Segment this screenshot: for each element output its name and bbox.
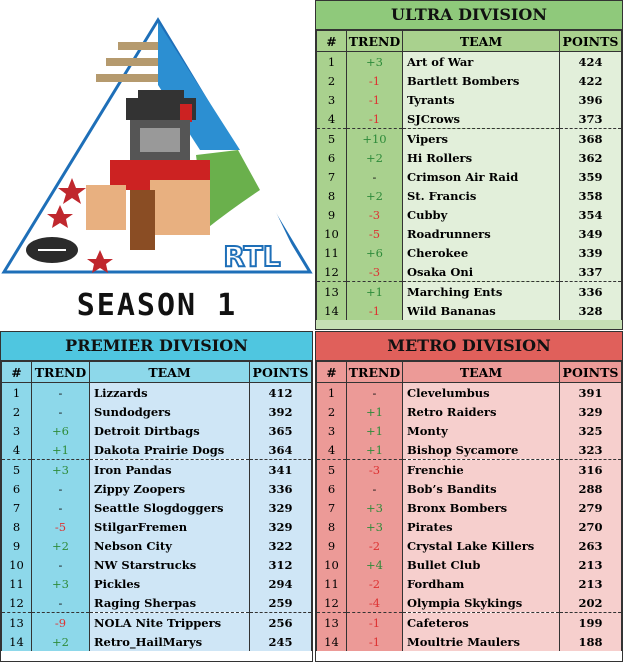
table-row [317, 282, 622, 302]
points-cell: 358 [560, 186, 622, 205]
rank-cell: 5 [317, 129, 347, 149]
table-row [2, 536, 312, 555]
table-row [317, 90, 622, 109]
rank-cell: 13 [317, 282, 347, 302]
trend-cell: +3 [347, 52, 403, 72]
rank-cell: 5 [2, 460, 32, 480]
table-row [317, 383, 622, 403]
team-cell: Frenchie [403, 460, 560, 480]
team-cell: St. Francis [403, 186, 560, 205]
table-row [317, 479, 622, 498]
table-row [317, 148, 622, 167]
points-cell: 368 [560, 129, 622, 149]
table-row [317, 52, 622, 72]
trend-cell: -1 [347, 613, 403, 633]
trend-cell: -5 [347, 224, 403, 243]
division-title: PREMIER DIVISION [1, 332, 312, 361]
trend-cell: +2 [347, 148, 403, 167]
points-cell: 270 [560, 517, 622, 536]
team-cell: Nebson City [90, 536, 250, 555]
points-cell: 424 [560, 52, 622, 72]
trend-cell: - [32, 593, 90, 613]
rank-cell: 11 [317, 243, 347, 262]
points-cell: 364 [250, 440, 312, 460]
table-row [2, 402, 312, 421]
table-row [2, 383, 312, 403]
trend-cell: +3 [347, 517, 403, 536]
points-cell: 316 [560, 460, 622, 480]
team-cell: Moultrie Maulers [403, 632, 560, 651]
table-row [317, 109, 622, 129]
trend-cell: -1 [347, 301, 403, 320]
team-cell: Roadrunners [403, 224, 560, 243]
rtl-triangle-logo [0, 0, 314, 290]
trend-cell: -9 [32, 613, 90, 633]
table-row [2, 517, 312, 536]
trend-header: TREND [32, 362, 90, 383]
team-cell: Art of War [403, 52, 560, 72]
trend-cell: -1 [347, 90, 403, 109]
table-row [317, 613, 622, 633]
rank-cell: 3 [2, 421, 32, 440]
rank-cell: 10 [2, 555, 32, 574]
points-cell: 202 [560, 593, 622, 613]
points-cell: 362 [560, 148, 622, 167]
table-row [317, 536, 622, 555]
league-logo [0, 0, 314, 330]
table-row [317, 129, 622, 149]
rank-cell: 14 [317, 632, 347, 651]
team-cell: Seattle Slogdoggers [90, 498, 250, 517]
team-cell: Cherokee [403, 243, 560, 262]
table-row [317, 460, 622, 480]
rank-cell: 7 [2, 498, 32, 517]
table-row [317, 301, 622, 320]
division-title: METRO DIVISION [316, 332, 622, 361]
standings-table [316, 361, 622, 651]
table-row [317, 517, 622, 536]
rank-cell: 11 [2, 574, 32, 593]
team-cell: Osaka Oni [403, 262, 560, 282]
trend-cell: -2 [347, 536, 403, 555]
table-row [317, 593, 622, 613]
trend-cell: - [32, 479, 90, 498]
table-row [2, 632, 312, 651]
trend-cell: - [347, 383, 403, 403]
points-cell: 341 [250, 460, 312, 480]
points-cell: 325 [560, 421, 622, 440]
rank-cell: 7 [317, 498, 347, 517]
points-cell: 328 [560, 301, 622, 320]
rank-cell: 1 [317, 383, 347, 403]
points-header: POINTS [250, 362, 312, 383]
points-cell: 322 [250, 536, 312, 555]
trend-cell: +10 [347, 129, 403, 149]
points-cell: 323 [560, 440, 622, 460]
trend-cell: +3 [32, 460, 90, 480]
points-cell: 412 [250, 383, 312, 403]
points-cell: 329 [560, 402, 622, 421]
points-cell: 365 [250, 421, 312, 440]
table-row [317, 632, 622, 651]
points-cell: 294 [250, 574, 312, 593]
team-cell: Monty [403, 421, 560, 440]
rank-cell: 1 [317, 52, 347, 72]
team-cell: Tyrants [403, 90, 560, 109]
points-cell: 256 [250, 613, 312, 633]
rank-cell: 12 [317, 262, 347, 282]
metro-division-panel [315, 331, 623, 662]
table-row [2, 593, 312, 613]
points-header: POINTS [560, 31, 622, 52]
table-row [317, 440, 622, 460]
rank-cell: 10 [317, 224, 347, 243]
team-cell: Bronx Bombers [403, 498, 560, 517]
team-cell: Bishop Sycamore [403, 440, 560, 460]
trend-cell: -3 [347, 460, 403, 480]
team-cell: Detroit Dirtbags [90, 421, 250, 440]
table-row [2, 613, 312, 633]
rank-cell: 6 [317, 479, 347, 498]
season-label: SEASON 1 [76, 288, 238, 323]
points-cell: 279 [560, 498, 622, 517]
rank-cell: 9 [2, 536, 32, 555]
team-cell: Lizzards [90, 383, 250, 403]
trend-cell: +2 [347, 186, 403, 205]
points-cell: 337 [560, 262, 622, 282]
trend-cell: +1 [347, 421, 403, 440]
rank-cell: 11 [317, 574, 347, 593]
division-title: ULTRA DIVISION [316, 1, 622, 30]
trend-cell: -1 [347, 71, 403, 90]
points-cell: 359 [560, 167, 622, 186]
rank-cell: 2 [317, 402, 347, 421]
rank-cell: 2 [2, 402, 32, 421]
points-cell: 336 [250, 479, 312, 498]
trend-cell: -1 [347, 632, 403, 651]
premier-division-panel [0, 331, 313, 662]
trend-cell: +3 [347, 498, 403, 517]
table-row [317, 186, 622, 205]
trend-header: TREND [347, 31, 403, 52]
points-cell: 263 [560, 536, 622, 555]
table-row [317, 574, 622, 593]
points-cell: 312 [250, 555, 312, 574]
points-cell: 354 [560, 205, 622, 224]
table-row [317, 167, 622, 186]
points-cell: 349 [560, 224, 622, 243]
team-cell: Hi Rollers [403, 148, 560, 167]
team-cell: Bullet Club [403, 555, 560, 574]
rank-cell: 9 [317, 205, 347, 224]
rank-cell: 4 [2, 440, 32, 460]
rank-cell: 3 [317, 421, 347, 440]
team-header: TEAM [403, 31, 560, 52]
team-cell: Pirates [403, 517, 560, 536]
team-cell: Vipers [403, 129, 560, 149]
table-row [2, 555, 312, 574]
rank-cell: 12 [2, 593, 32, 613]
rank-cell: 12 [317, 593, 347, 613]
points-cell: 288 [560, 479, 622, 498]
ultra-division-panel [315, 0, 623, 330]
team-cell: Zippy Zoopers [90, 479, 250, 498]
rank-cell: 3 [317, 90, 347, 109]
rank-header: # [317, 31, 347, 52]
team-cell: SJCrows [403, 109, 560, 129]
points-cell: 245 [250, 632, 312, 651]
points-cell: 373 [560, 109, 622, 129]
trend-cell: +3 [32, 574, 90, 593]
team-cell: Pickles [90, 574, 250, 593]
standings-table [1, 361, 312, 651]
trend-header: TREND [347, 362, 403, 383]
rank-cell: 9 [317, 536, 347, 555]
rank-cell: 4 [317, 109, 347, 129]
rank-cell: 5 [317, 460, 347, 480]
team-header: TEAM [403, 362, 560, 383]
trend-cell: +1 [347, 282, 403, 302]
rank-cell: 8 [317, 186, 347, 205]
points-cell: 199 [560, 613, 622, 633]
trend-cell: - [32, 555, 90, 574]
standings-table [316, 30, 622, 320]
points-header: POINTS [560, 362, 622, 383]
team-cell: Raging Sherpas [90, 593, 250, 613]
rank-cell: 13 [2, 613, 32, 633]
points-cell: 391 [560, 383, 622, 403]
trend-cell: +1 [32, 440, 90, 460]
points-cell: 188 [560, 632, 622, 651]
points-cell: 392 [250, 402, 312, 421]
rank-cell: 10 [317, 555, 347, 574]
trend-cell: -1 [347, 109, 403, 129]
table-row [317, 555, 622, 574]
points-cell: 339 [560, 243, 622, 262]
trend-cell: -4 [347, 593, 403, 613]
trend-cell: -2 [347, 574, 403, 593]
trend-cell: +4 [347, 555, 403, 574]
team-cell: Bob’s Bandits [403, 479, 560, 498]
team-header: TEAM [90, 362, 250, 383]
team-cell: Fordham [403, 574, 560, 593]
table-row [317, 262, 622, 282]
team-cell: NW Starstrucks [90, 555, 250, 574]
table-row [2, 440, 312, 460]
team-cell: Retro Raiders [403, 402, 560, 421]
team-cell: Olympia Skykings [403, 593, 560, 613]
points-cell: 213 [560, 574, 622, 593]
team-cell: StilgarFremen [90, 517, 250, 536]
trend-cell: +2 [32, 632, 90, 651]
team-cell: Iron Pandas [90, 460, 250, 480]
trend-cell: - [32, 383, 90, 403]
team-cell: Retro_HailMarys [90, 632, 250, 651]
table-row [2, 574, 312, 593]
table-row [317, 421, 622, 440]
trend-cell: +2 [32, 536, 90, 555]
trend-cell: -3 [347, 205, 403, 224]
trend-cell: - [347, 167, 403, 186]
team-cell: Clevelumbus [403, 383, 560, 403]
trend-cell: +6 [347, 243, 403, 262]
team-cell: Crystal Lake Killers [403, 536, 560, 555]
rank-header: # [317, 362, 347, 383]
table-row [2, 460, 312, 480]
table-row [317, 402, 622, 421]
trend-cell: +1 [347, 402, 403, 421]
rank-cell: 6 [317, 148, 347, 167]
trend-cell: +1 [347, 440, 403, 460]
team-cell: Dakota Prairie Dogs [90, 440, 250, 460]
points-cell: 336 [560, 282, 622, 302]
team-cell: NOLA Nite Trippers [90, 613, 250, 633]
points-cell: 396 [560, 90, 622, 109]
points-cell: 329 [250, 498, 312, 517]
team-cell: Crimson Air Raid [403, 167, 560, 186]
table-row [317, 243, 622, 262]
points-cell: 329 [250, 517, 312, 536]
trend-cell: +6 [32, 421, 90, 440]
trend-cell: -3 [347, 262, 403, 282]
rank-cell: 4 [317, 440, 347, 460]
rank-header: # [2, 362, 32, 383]
rank-cell: 2 [317, 71, 347, 90]
trend-cell: -5 [32, 517, 90, 536]
table-row [2, 479, 312, 498]
trend-cell: - [347, 479, 403, 498]
team-cell: Sundodgers [90, 402, 250, 421]
table-row [2, 498, 312, 517]
table-row [317, 71, 622, 90]
table-row [317, 498, 622, 517]
team-cell: Cubby [403, 205, 560, 224]
trend-cell: - [32, 498, 90, 517]
rank-cell: 14 [2, 632, 32, 651]
points-cell: 422 [560, 71, 622, 90]
rank-cell: 6 [2, 479, 32, 498]
points-cell: 213 [560, 555, 622, 574]
svg-text:RTL: RTL [223, 240, 281, 273]
team-cell: Marching Ents [403, 282, 560, 302]
team-cell: Wild Bananas [403, 301, 560, 320]
rank-cell: 14 [317, 301, 347, 320]
rank-cell: 8 [317, 517, 347, 536]
trend-cell: - [32, 402, 90, 421]
rank-cell: 1 [2, 383, 32, 403]
team-cell: Cafeteros [403, 613, 560, 633]
table-row [2, 421, 312, 440]
rank-cell: 7 [317, 167, 347, 186]
rank-cell: 8 [2, 517, 32, 536]
table-row [317, 205, 622, 224]
rank-cell: 13 [317, 613, 347, 633]
team-cell: Bartlett Bombers [403, 71, 560, 90]
table-row [317, 224, 622, 243]
points-cell: 259 [250, 593, 312, 613]
